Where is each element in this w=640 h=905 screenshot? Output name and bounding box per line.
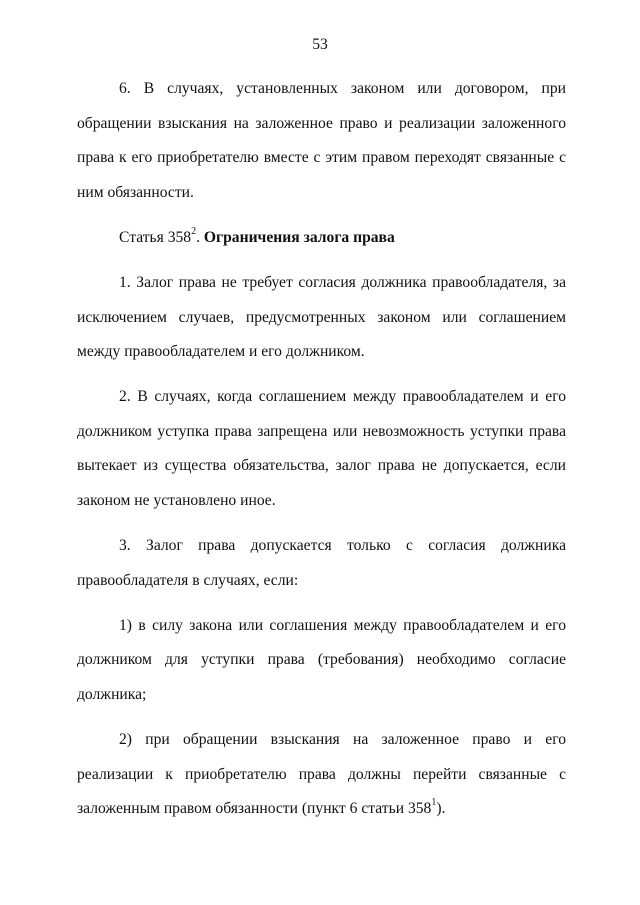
article-separator: . (196, 228, 204, 246)
article-heading (77, 221, 566, 256)
list-item-2-superscript: 1 (431, 797, 437, 809)
list-item-2 (77, 723, 566, 827)
article-number: Статья 358 (119, 228, 192, 246)
list-item-1: 1) в силу закона или соглашения между правообладателем и его должником для уступки права (требования) необходимо согласие должника; (77, 616, 566, 703)
article-title: Ограничения залога права (203, 228, 395, 246)
paragraph-1: 1. Залог права не требует согласия должника правообладателя, за исключением случаев, предусмотренных законом или соглашением между правообладателем и его должником. (77, 273, 566, 361)
list-item-2-tail: ). (436, 800, 446, 818)
paragraph-2: 2. В случаях, когда соглашением между правообладателем и его должником уступка права запрещена или невозможность уступки права вытекает из существа обязательства, залог права не допускается, если законом не установлено иное. (77, 388, 566, 510)
page-number: 53 (312, 36, 328, 53)
article-number-superscript: 2 (191, 225, 197, 237)
paragraph-3: 3. Залог права допускается только с согласия должника правообладателя в случаях, если: (77, 537, 566, 589)
document-body (77, 72, 566, 837)
paragraph-6: 6. В случаях, установленных законом или договором, при обращении взыскания на заложенное право и реализации заложенного права к его приобретателю вместе с этим правом переходят связанные с ним обязанности. (77, 80, 566, 201)
list-item-2-text: 2) при обращении взыскания на заложенное право и его реализации к приобретателю права должны перейти связанные с заложенным правом обязанности (пункт 6 статьи 358 (77, 731, 566, 818)
